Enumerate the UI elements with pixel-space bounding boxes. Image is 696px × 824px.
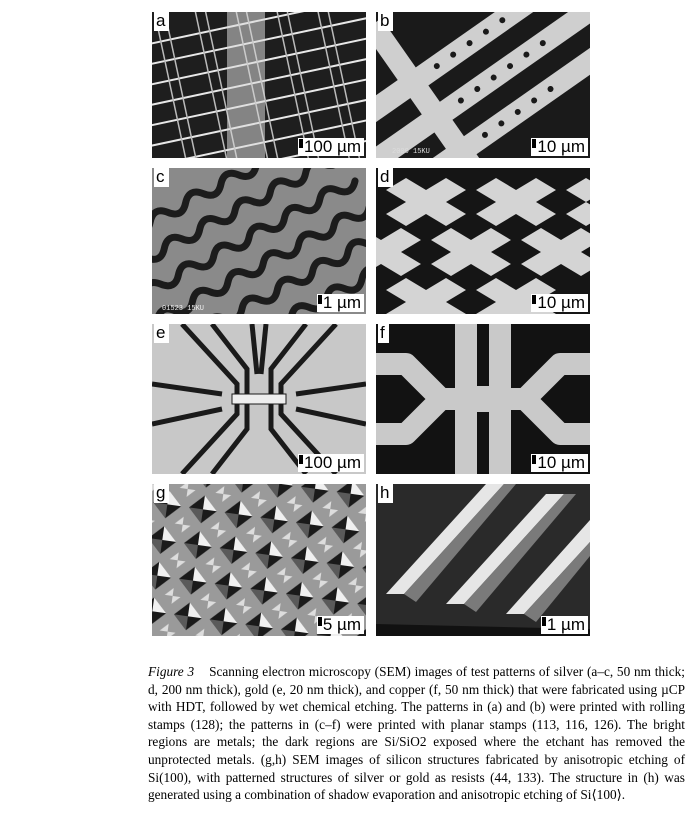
figure-caption [148, 663, 685, 804]
panel-a-scale-label: 100 µm [303, 137, 361, 156]
panel-c-scale-label: 1 µm [322, 293, 361, 312]
caption-text: Scanning electron microscopy (SEM) images of test patterns of silver (a–c, 50 nm thick; d, 200 nm thick), gold (e, 20 nm thick), and copper (f, 50 nm thick) that were fabricated using µCP with HDT, followed by wet chemical etching. The patterns in (a) and (b) were printed with rolling stamps (128); the patterns in (c–f) were printed with planar stamps (113, 116, 126). The bright regions are metals; the dark regions are Si/SiO2 exposed where the etchant has removed the unprotected metals. (g,h) SEM images of silicon structures fabricated by anisotropic etching of Si(100), with patterned structures of silver or gold as resists (44, 133). The structure in (h) was generated using a combination of shadow evaporation and anisotropic etching of Si⟨100⟩. [148, 664, 685, 803]
panel-c-imprint: 01523 15KU [162, 305, 205, 313]
panel-e-micrograph [152, 324, 366, 474]
panel-e-scale-label: 100 µm [303, 453, 361, 472]
panel-g-label: g [154, 484, 169, 503]
panel-h-micrograph [376, 484, 590, 636]
panel-h-label: h [378, 484, 393, 503]
panel-d-scale-label: 10 µm [537, 293, 585, 312]
panel-d-label: d [378, 168, 393, 187]
figure-label: Figure 3 [148, 664, 195, 679]
panel-f-scale-bar [531, 454, 588, 472]
panel-e-label: e [154, 324, 169, 343]
panel-b-label: b [378, 12, 393, 31]
panel-f-scale-label: 10 µm [537, 453, 585, 472]
panel-a-label: a [154, 12, 169, 31]
panel-h-scale-label: 1 µm [546, 615, 585, 634]
panel-d [376, 168, 590, 314]
panel-g-scale-bar [317, 616, 364, 634]
panel-b-imprint: 2000 15KU [392, 148, 430, 156]
panel-b-scale-bar [531, 138, 588, 156]
panel-c-scale-bar [317, 294, 364, 312]
panel-f [376, 324, 590, 474]
panel-c [152, 168, 366, 314]
panel-e [152, 324, 366, 474]
panel-f-label: f [378, 324, 389, 343]
panel-h-scale-bar [541, 616, 588, 634]
panel-d-scale-bar [531, 294, 588, 312]
panel-b [376, 12, 590, 158]
panel-g-micrograph [152, 484, 366, 636]
panel-h [376, 484, 590, 636]
panel-f-micrograph [376, 324, 590, 474]
panel-c-label: c [154, 168, 169, 187]
panel-g-scale-label: 5 µm [322, 615, 361, 634]
panel-a [152, 12, 366, 158]
panel-b-scale-label: 10 µm [537, 137, 585, 156]
panel-g [152, 484, 366, 636]
panel-a-scale-bar [298, 138, 364, 156]
panel-e-scale-bar [298, 454, 364, 472]
